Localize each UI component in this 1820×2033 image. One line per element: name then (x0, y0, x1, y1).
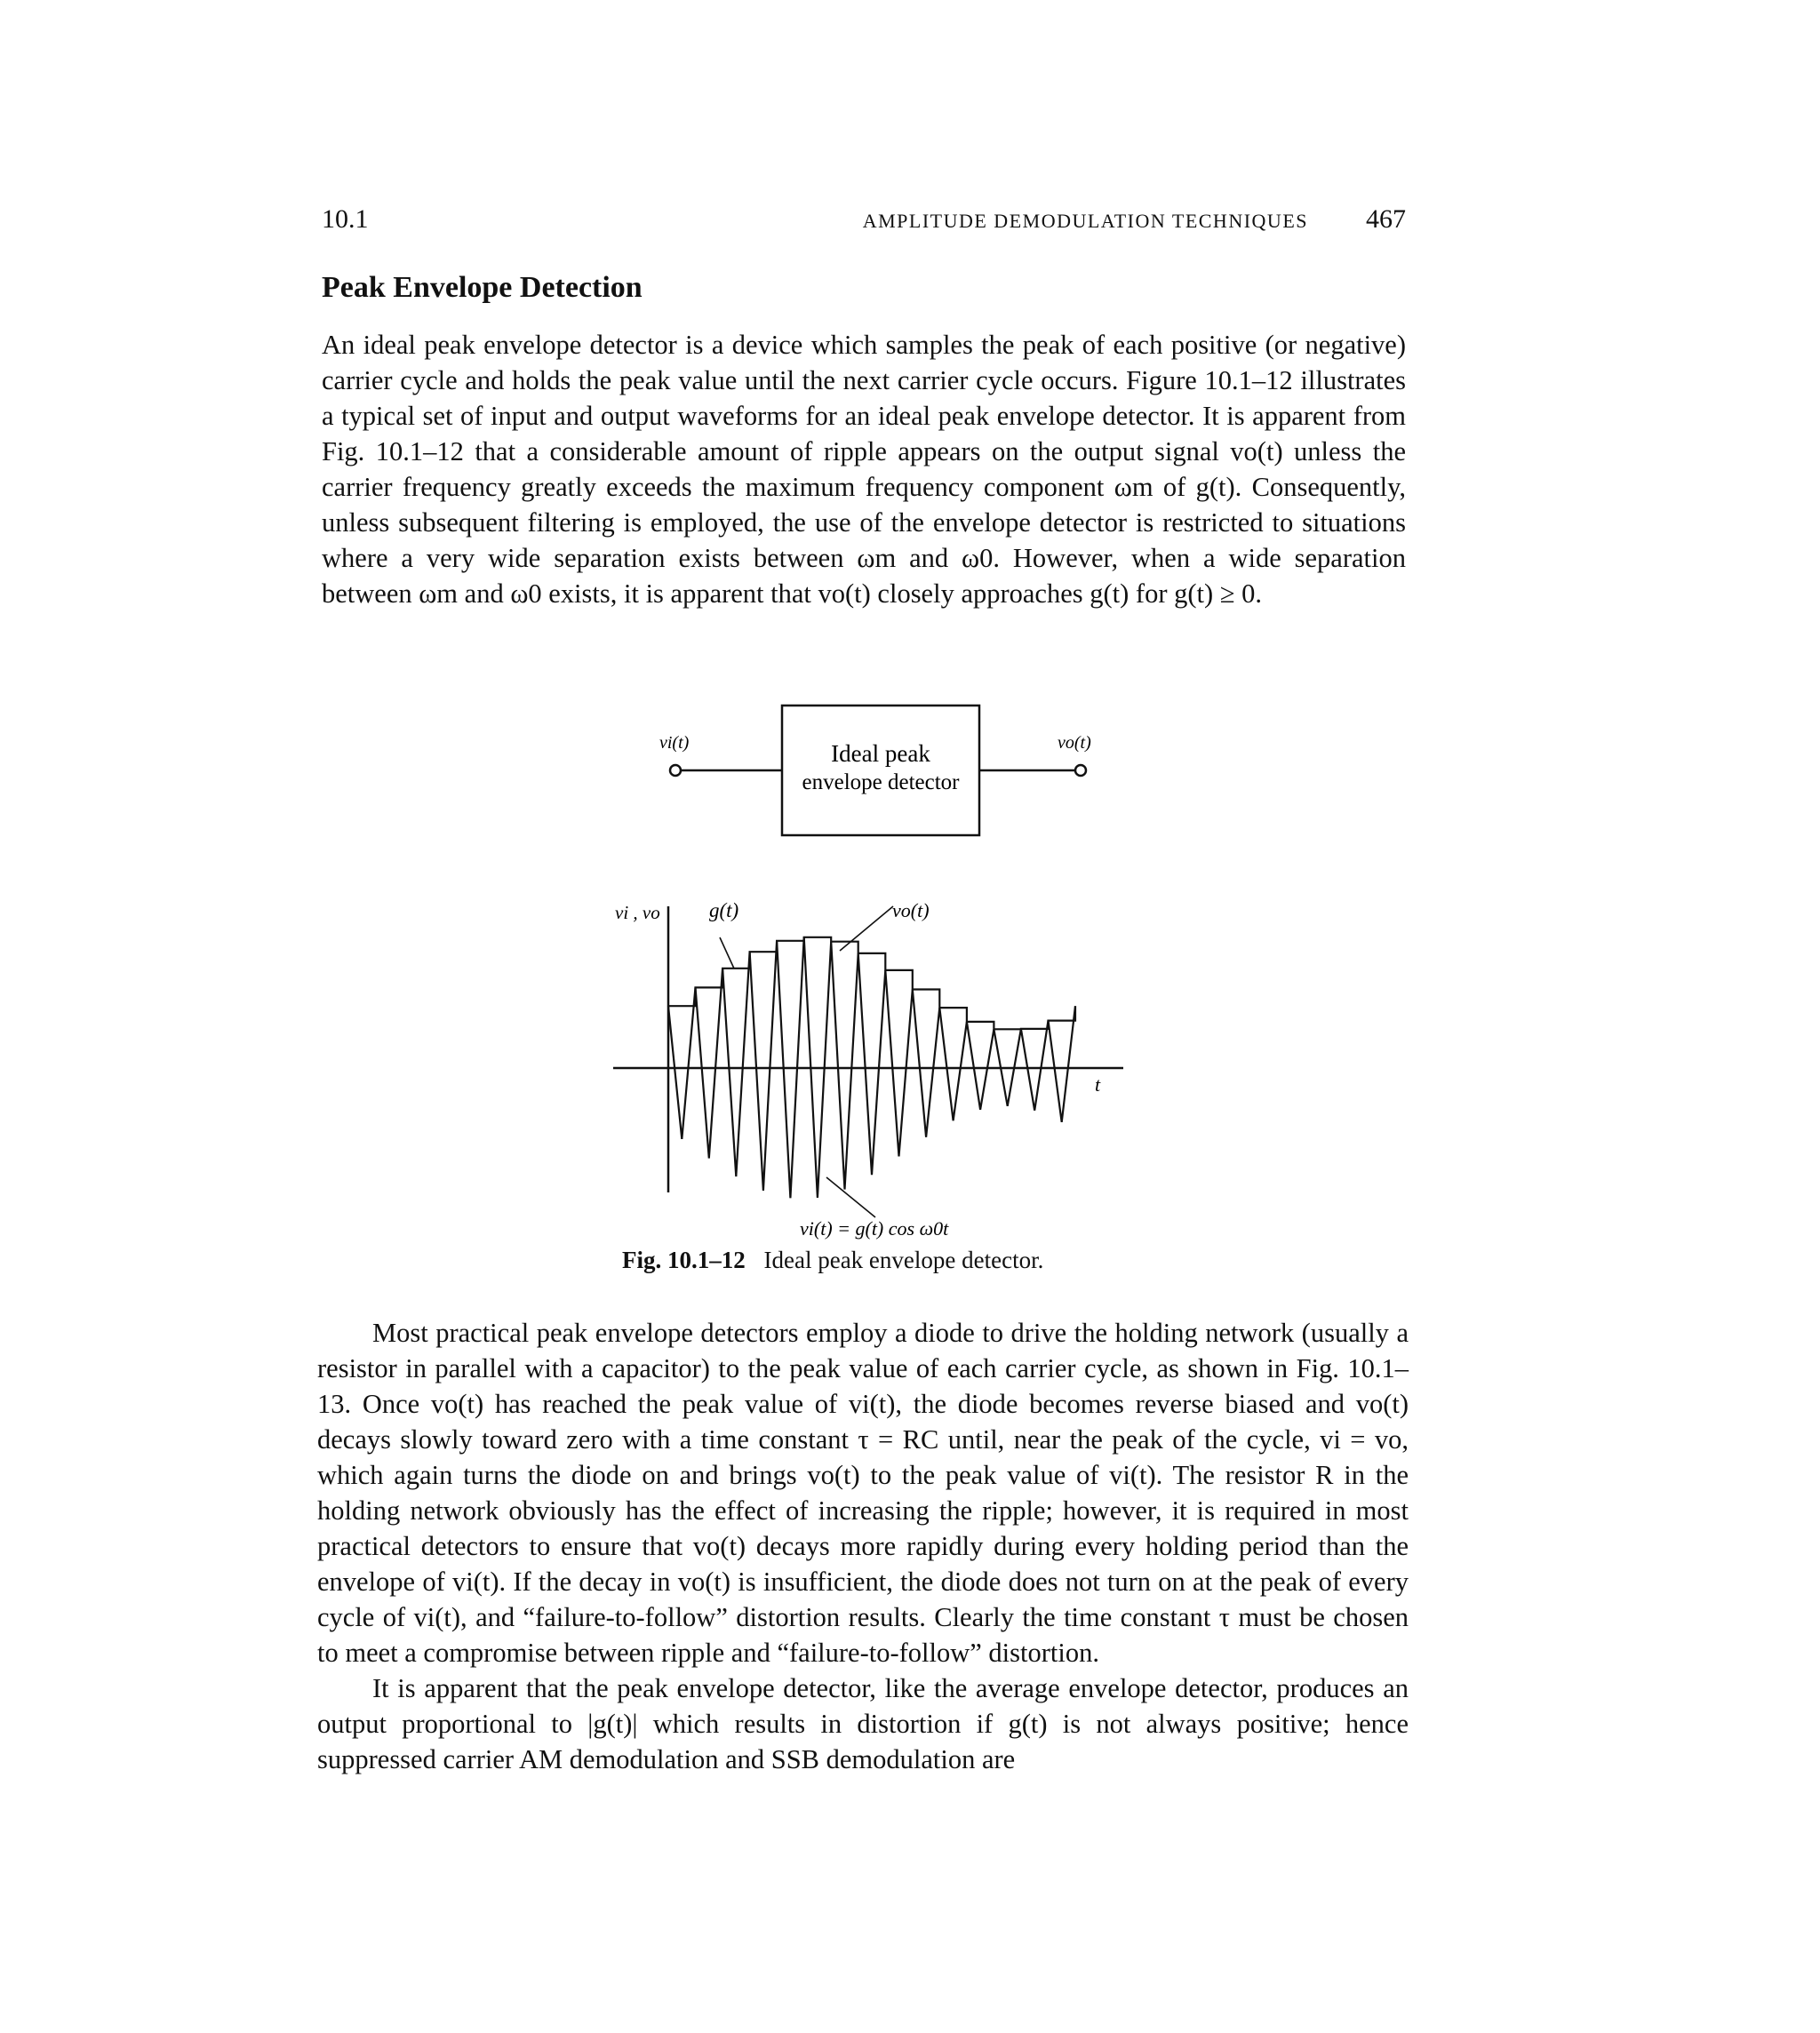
block-label-line1: Ideal peak (831, 740, 930, 767)
input-wave-label: vi(t) = g(t) cos ω0t (800, 1217, 949, 1240)
waveform-plot (613, 906, 1123, 1217)
block-label-line2: envelope detector (802, 770, 960, 794)
running-head (322, 204, 1406, 240)
envelope-label: g(t) (709, 899, 739, 921)
output-wave-label: vo(t) (892, 899, 930, 921)
axis-y-label: vi , vo (615, 902, 660, 923)
section-number: 10.1 (322, 204, 369, 234)
envelope-leader (720, 937, 734, 969)
caption-text: Ideal peak envelope detector. (763, 1247, 1044, 1273)
input-label: vi(t) (659, 733, 690, 753)
axis-x-label: t (1095, 1073, 1101, 1096)
figure-caption (622, 1247, 1043, 1274)
page-number: 467 (1366, 204, 1406, 234)
paragraph-1 (322, 327, 1406, 611)
output-staircase (668, 937, 1075, 1030)
output-terminal (1075, 765, 1086, 776)
paragraph-3: It is apparent that the peak envelope detector, like the average envelope detector, produces an output proportional to |g(t)| which results in distortion if g(t) is not always positive; hence suppressed carrier AM demodulation and SSB demodulation are (317, 1673, 1409, 1774)
caption-number: Fig. 10.1–12 (622, 1247, 746, 1273)
input-terminal (670, 765, 681, 776)
body-paragraphs (317, 1315, 1409, 1777)
paragraph-1-text: An ideal peak envelope detector is a device which samples the peak of each positive (or negative) carrier cycle and holds the peak value until the next carrier cycle occurs. Figure 10.1–12 illustrates a typical set of input and output waveforms for an ideal peak envelope detector. It is apparent from Fig. 10.1–12 that a considerable amount of ripple appears on the output signal vo(t) unless the carrier frequency greatly exceeds the maximum frequency component ωm of g(t). Consequently, unless subsequent filtering is employed, the use of the envelope detector is restricted to situations where a very wide separation exists between ωm and ω0. However, when a wide separation between ωm and ω0 exists, it is apparent that vo(t) closely approaches g(t) for g(t) ≥ 0. (322, 330, 1406, 609)
output-label: vo(t) (1058, 733, 1091, 753)
running-title: AMPLITUDE DEMODULATION TECHNIQUES (862, 210, 1308, 232)
figure-ideal-peak-detector (533, 684, 1138, 1244)
output-leader (840, 906, 893, 951)
input-leader (826, 1177, 875, 1217)
section-heading: Peak Envelope Detection (322, 271, 643, 304)
paragraph-2: Most practical peak envelope detectors employ a diode to drive the holding network (usually a resistor in parallel with a capacitor) to the peak value of each carrier cycle, as shown in Fig. 10.1–13. Once vo(t) has reached the peak value of vi(t), the diode becomes reverse biased and vo(t) decays slowly toward zero with a time constant τ = RC until, near the peak of the cycle, vi = vo, which again turns the diode on and brings vo(t) to the peak value of vi(t). The resistor R in the holding network obviously has the effect of increasing the ripple; however, it is required in most practical detectors to ensure that vo(t) decays more rapidly during every holding period than the envelope of vi(t). If the decay in vo(t) is insufficient, the diode does not turn on at the peak of every cycle of vi(t), and “failure-to-follow” distortion results. Clearly the time constant τ must be chosen to meet a compromise between ripple and “failure-to-follow” distortion. (317, 1318, 1409, 1668)
